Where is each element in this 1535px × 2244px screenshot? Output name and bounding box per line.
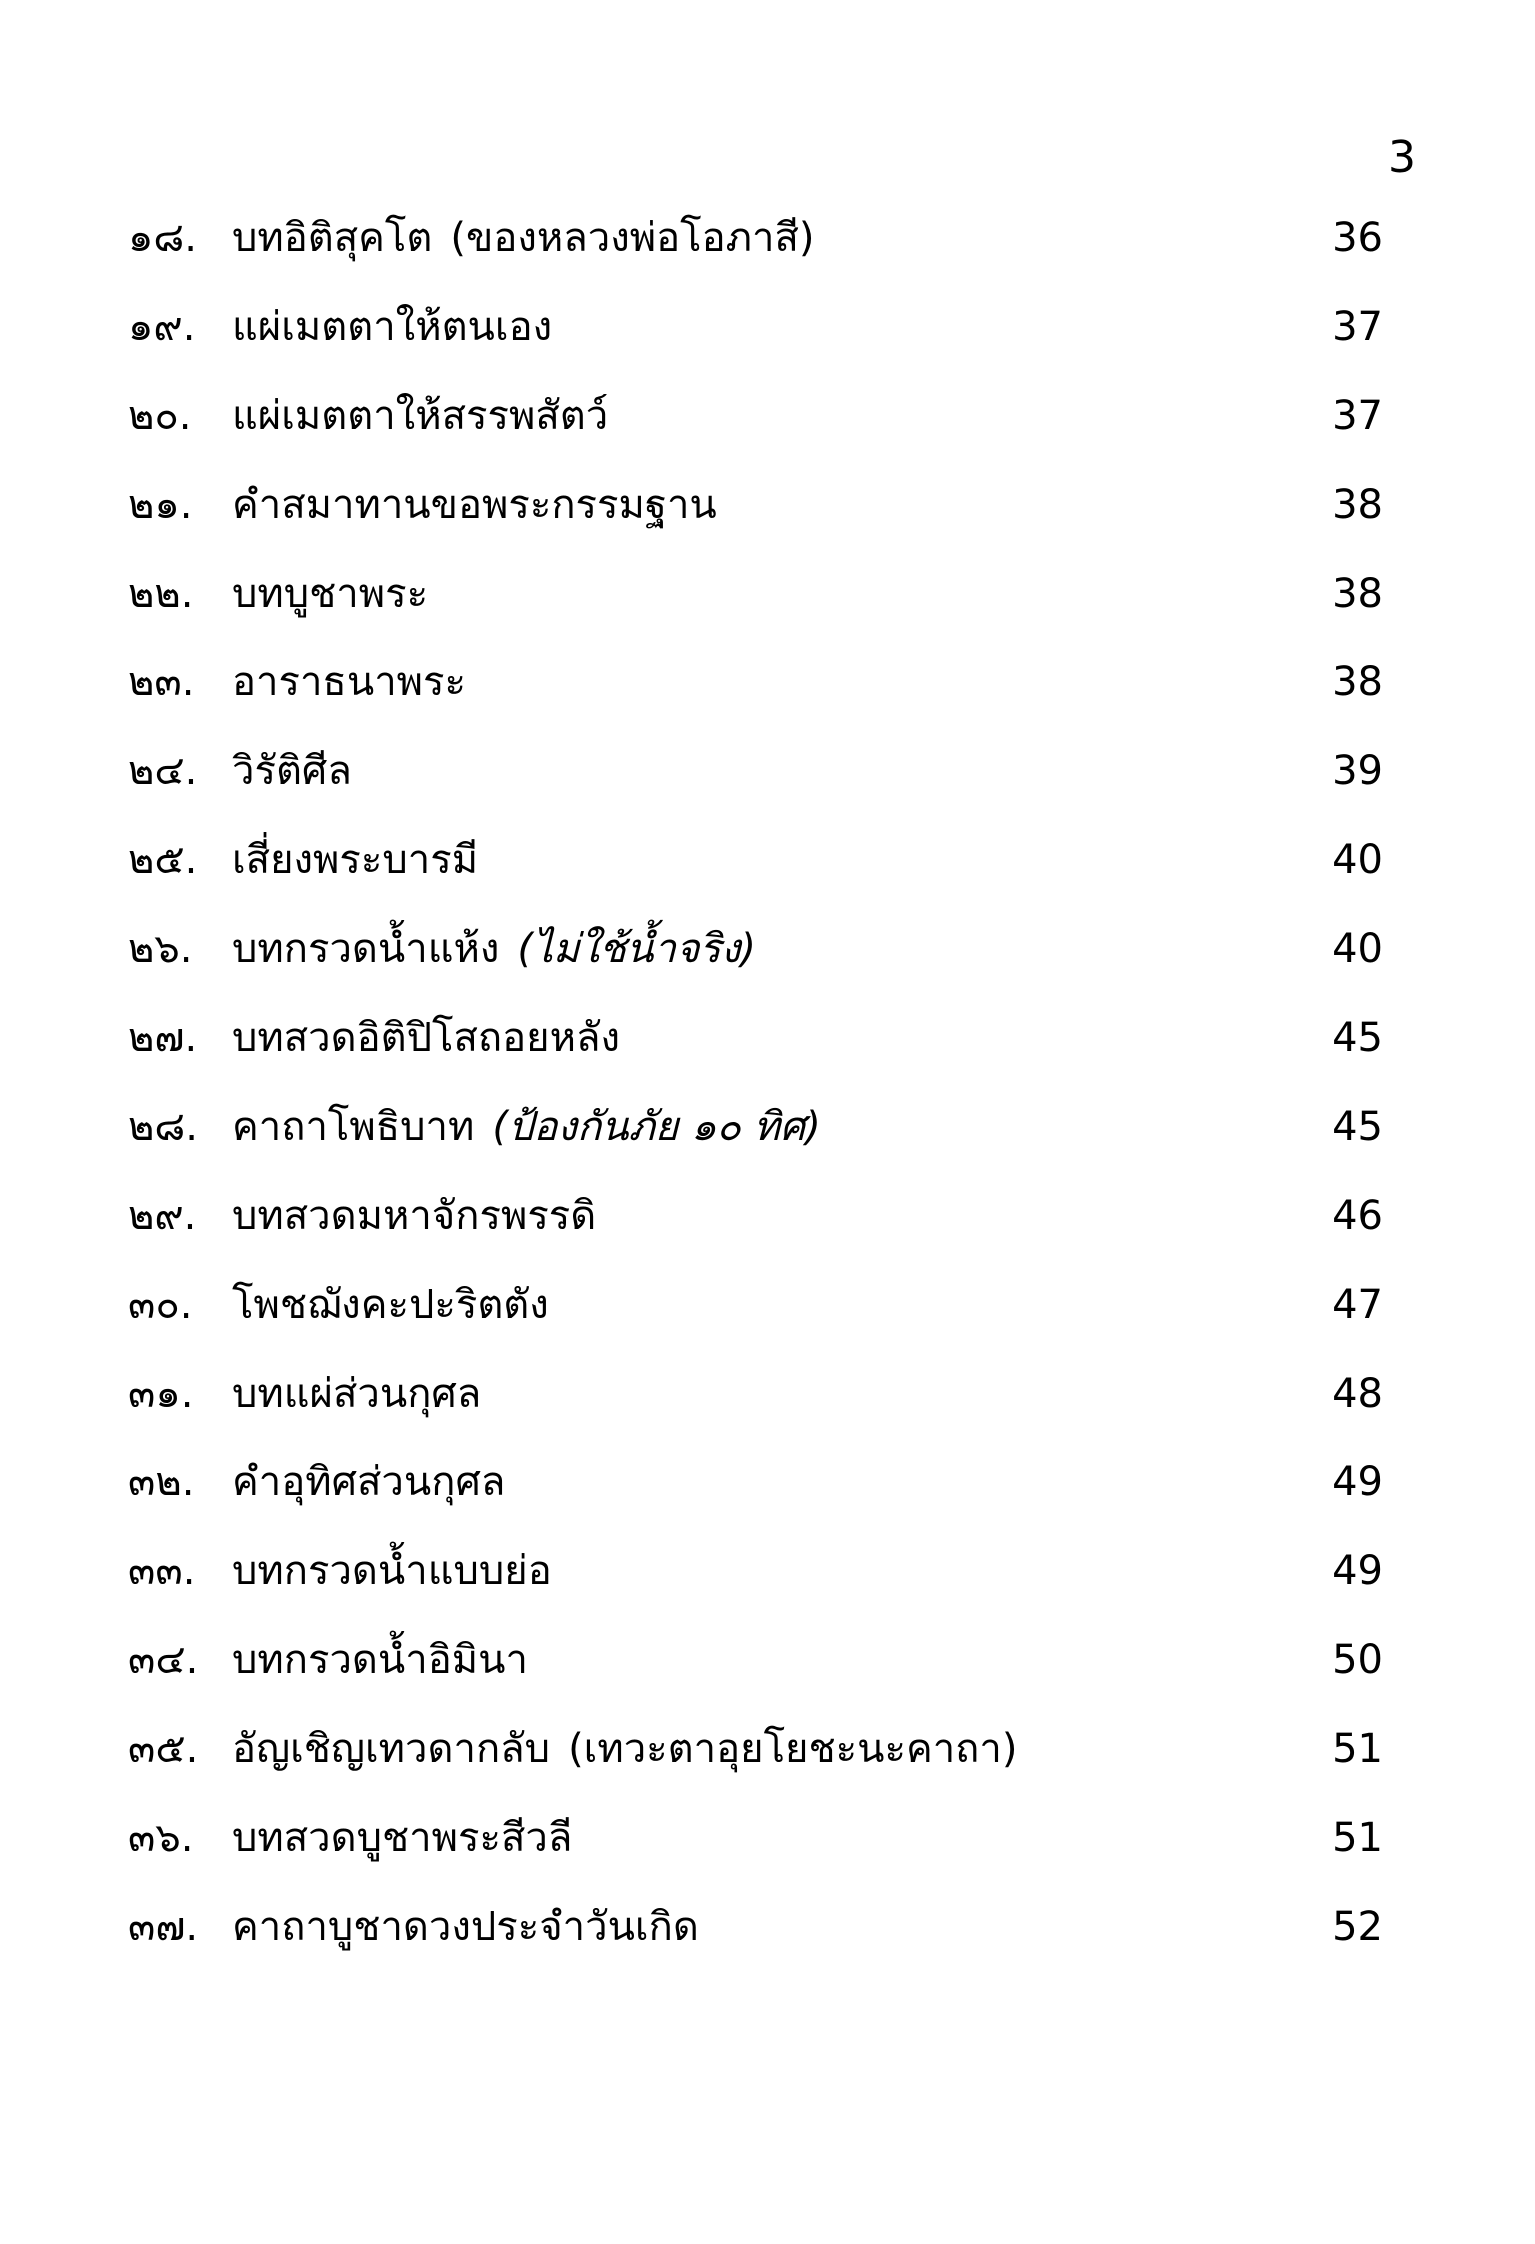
toc-entry	[0, 1444, 1535, 1533]
entry-title-text: บทสวดอิติปิโสถอยหลัง	[232, 1015, 620, 1062]
toc-entry	[0, 1622, 1535, 1711]
entry-title-text: วิรัติศีล	[232, 748, 352, 795]
entry-page: 40	[1332, 837, 1383, 884]
entry-number: ๓๖.	[128, 1815, 194, 1862]
entry-title	[232, 1101, 821, 1153]
entry-number: ๓๒.	[128, 1459, 195, 1506]
entry-page: 49	[1332, 1548, 1383, 1595]
toc-entry	[0, 1711, 1535, 1800]
entry-number: ๓๑.	[128, 1370, 194, 1417]
entry-page: 46	[1332, 1192, 1383, 1239]
entry-number: ๑๙.	[128, 303, 196, 350]
entry-note: (ไม่ใช้น้ำจริง)	[517, 926, 757, 973]
entry-number: ๒๘.	[128, 1103, 198, 1150]
entry-page: 50	[1332, 1637, 1383, 1684]
toc-entry	[0, 911, 1535, 1000]
entry-number: ๓๔.	[128, 1637, 199, 1684]
entry-title	[232, 1723, 1017, 1775]
toc-entry	[0, 467, 1535, 556]
entry-title-text: บทบูชาพระ	[232, 570, 429, 617]
entry-title	[232, 1456, 505, 1508]
entry-number: ๒๕.	[128, 837, 198, 884]
entry-number: ๒๑.	[128, 481, 193, 528]
entry-page: 38	[1332, 570, 1383, 617]
entry-number: ๑๘.	[128, 215, 197, 261]
toc-entry	[0, 289, 1535, 378]
entry-number: ๒๓.	[128, 659, 195, 706]
entry-title-text: บทสวดบูชาพระสีวลี	[232, 1815, 573, 1862]
entry-title	[232, 1812, 572, 1864]
page-number: 3	[1388, 132, 1416, 183]
toc-entry	[0, 1267, 1535, 1356]
toc-entry	[0, 1000, 1535, 1089]
entry-note: (เทวะตาอุยโยชะนะคาถา)	[568, 1726, 1018, 1773]
entry-title	[232, 479, 717, 531]
entry-number: ๒๐.	[128, 392, 192, 439]
entry-title	[232, 1901, 699, 1953]
entry-page: 51	[1332, 1726, 1383, 1773]
entry-title	[232, 301, 552, 353]
entry-number: ๒๔.	[128, 748, 198, 795]
entry-title-text: บทสวดมหาจักรพรรดิ	[232, 1192, 597, 1239]
entry-page: 47	[1332, 1281, 1383, 1328]
entry-page: 36	[1332, 215, 1383, 261]
entry-title	[232, 834, 478, 886]
toc-entry	[0, 644, 1535, 733]
entry-title-text: คำอุทิศส่วนกุศล	[232, 1459, 506, 1506]
entry-note: (ของหลวงพ่อโอภาสี)	[450, 215, 815, 261]
entry-title	[232, 1368, 481, 1420]
entry-page: 45	[1332, 1015, 1383, 1062]
entry-title	[232, 390, 608, 442]
entry-title-text: บทกรวดน้ำแบบย่อ	[232, 1548, 552, 1595]
entry-title	[232, 212, 815, 264]
toc-entry	[0, 1533, 1535, 1622]
entry-title	[232, 1634, 528, 1686]
entry-title-text: อาราธนาพระ	[232, 659, 466, 706]
entry-title	[232, 656, 466, 708]
entry-number: ๒๗.	[128, 1015, 198, 1062]
entry-title	[232, 923, 756, 975]
entry-title-text: บทกรวดน้ำแห้ง	[232, 926, 500, 973]
table-of-contents	[0, 200, 1535, 1978]
entry-number: ๒๒.	[128, 570, 194, 617]
entry-title-text: คาถาบูชาดวงประจำวันเกิด	[232, 1903, 699, 1950]
entry-title	[232, 1279, 549, 1331]
entry-number: ๒๙.	[128, 1192, 197, 1239]
entry-page: 48	[1332, 1370, 1383, 1417]
toc-entry	[0, 378, 1535, 467]
entry-title-text: โพชฌังคะปะริตตัง	[232, 1281, 549, 1328]
entry-page: 52	[1332, 1903, 1383, 1950]
toc-entry	[0, 733, 1535, 822]
toc-entry	[0, 556, 1535, 645]
entry-page: 37	[1332, 392, 1383, 439]
toc-entry	[0, 822, 1535, 911]
entry-title	[232, 745, 352, 797]
entry-title	[232, 1190, 596, 1242]
entry-title-text: คาถาโพธิบาท	[232, 1103, 475, 1150]
entry-title-text: เสี่ยงพระบารมี	[232, 837, 479, 884]
entry-page: 45	[1332, 1103, 1383, 1150]
entry-page: 37	[1332, 303, 1383, 350]
entry-number: ๒๖.	[128, 926, 193, 973]
entry-note: (ป้องกันภัย ๑๐ ทิศ)	[492, 1103, 821, 1150]
entry-page: 40	[1332, 926, 1383, 973]
entry-page: 38	[1332, 659, 1383, 706]
entry-number: ๓๗.	[128, 1903, 199, 1950]
entry-title-text: อัญเชิญเทวดากลับ	[232, 1726, 551, 1773]
toc-entry	[0, 1800, 1535, 1889]
entry-page: 49	[1332, 1459, 1383, 1506]
entry-title	[232, 1545, 552, 1597]
entry-title-text: บทแผ่ส่วนกุศล	[232, 1370, 482, 1417]
entry-title-text: คำสมาทานขอพระกรรมฐาน	[232, 481, 717, 528]
entry-page: 38	[1332, 481, 1383, 528]
toc-entry	[0, 1889, 1535, 1978]
toc-entry	[0, 1178, 1535, 1267]
entry-page: 51	[1332, 1815, 1383, 1862]
entry-title-text: บทอิติสุคโต	[232, 215, 433, 261]
entry-title-text: แผ่เมตตาให้สรรพสัตว์	[232, 392, 609, 439]
entry-page: 39	[1332, 748, 1383, 795]
toc-entry	[0, 1089, 1535, 1178]
toc-entry	[0, 1356, 1535, 1445]
entry-title	[232, 568, 428, 620]
entry-title	[232, 1012, 620, 1064]
toc-entry	[0, 200, 1535, 289]
entry-number: ๓๐.	[128, 1281, 193, 1328]
entry-number: ๓๓.	[128, 1548, 196, 1595]
entry-number: ๓๕.	[128, 1726, 199, 1773]
entry-title-text: แผ่เมตตาให้ตนเอง	[232, 303, 553, 350]
entry-title-text: บทกรวดน้ำอิมินา	[232, 1637, 528, 1684]
